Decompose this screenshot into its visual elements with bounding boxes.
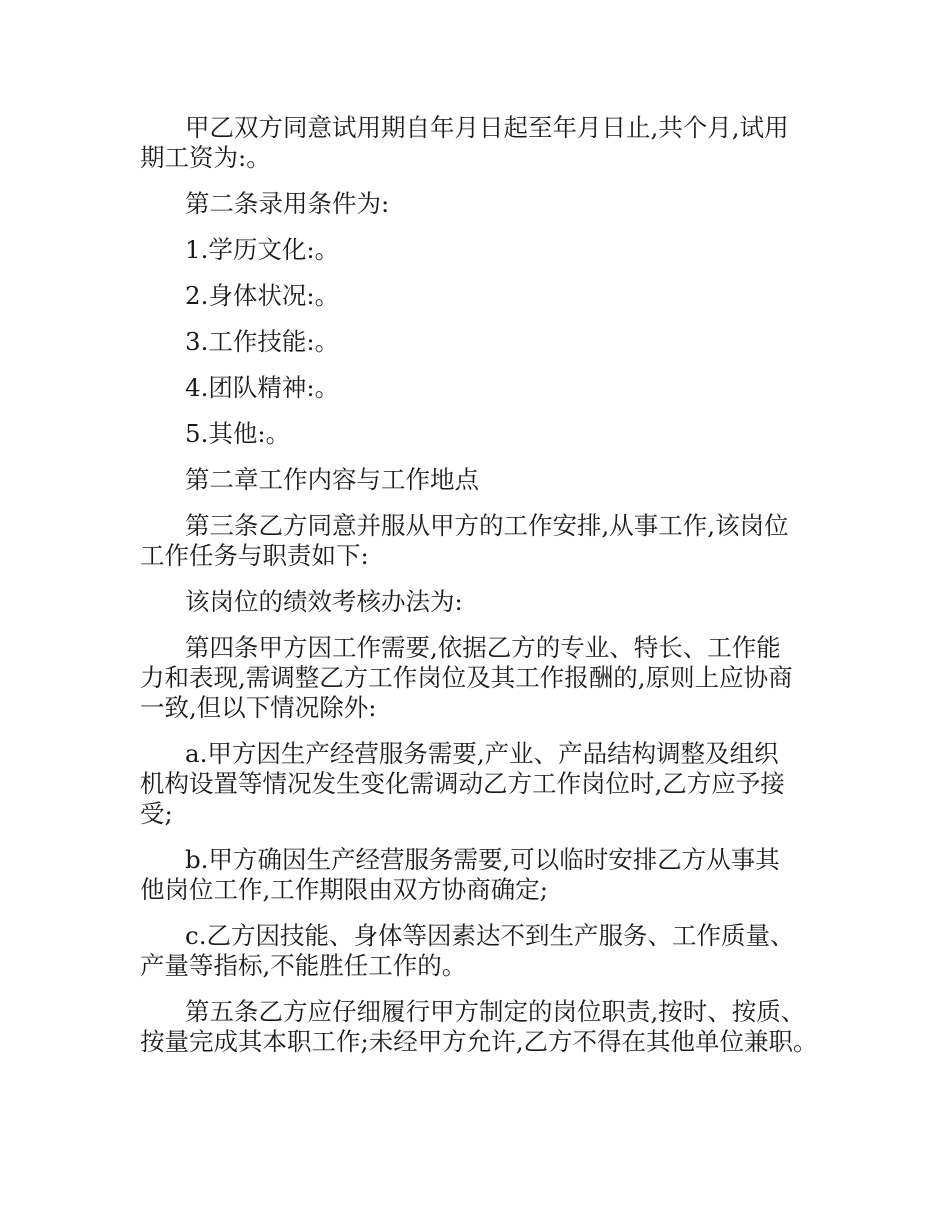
text-line: 2.身体状况:。 — [185, 281, 340, 310]
paragraph-condition-other — [140, 419, 830, 449]
text-line: 5.其他:。 — [185, 419, 291, 448]
paragraph-article-2-heading — [140, 189, 830, 219]
paragraph-probation-period — [140, 113, 830, 173]
text-line: 1.学历文化:。 — [185, 235, 340, 264]
text-line: 按量完成其本职工作;未经甲方允许,乙方不得在其他单位兼职。 — [140, 1027, 818, 1056]
text-line: 第三条乙方同意并服从甲方的工作安排,从事工作,该岗位 — [185, 511, 789, 540]
text-line: 第五条乙方应仔细履行甲方制定的岗位职责,按时、按质、 — [185, 997, 806, 1026]
text-line: 工作任务与职责如下: — [140, 541, 369, 570]
text-line: 力和表现,需调整乙方工作岗位及其工作报酬的,原则上应协商 — [140, 663, 793, 692]
paragraph-condition-health — [140, 281, 830, 311]
paragraph-article-4 — [140, 633, 830, 723]
text-line: 机构设置等情况发生变化需调动乙方工作岗位时,乙方应予接 — [140, 769, 785, 798]
paragraph-exception-b — [140, 845, 830, 905]
paragraph-exception-c — [140, 921, 830, 981]
text-line: 4.团队精神:。 — [185, 373, 340, 402]
paragraph-article-5 — [140, 997, 830, 1057]
document-page — [140, 113, 830, 1073]
text-line: 甲乙双方同意试用期自年月日起至年月日止,共个月,试用 — [185, 113, 789, 142]
text-line: 产量等指标,不能胜任工作的。 — [140, 951, 467, 980]
paragraph-condition-skills — [140, 327, 830, 357]
paragraph-article-3 — [140, 511, 830, 571]
text-line: c.乙方因技能、身体等因素达不到生产服务、工作质量、 — [185, 921, 795, 950]
text-line: 第二章工作内容与工作地点 — [185, 465, 479, 494]
paragraph-chapter-2-heading — [140, 465, 830, 495]
text-line: 受; — [140, 799, 173, 828]
text-line: 3.工作技能:。 — [185, 327, 340, 356]
text-line: 期工资为:。 — [140, 143, 271, 172]
text-line: 他岗位工作,工作期限由双方协商确定; — [140, 875, 549, 904]
text-line: 第二条录用条件为: — [185, 189, 390, 218]
text-line: 第四条甲方因工作需要,依据乙方的专业、特长、工作能 — [185, 633, 781, 662]
text-line: 该岗位的绩效考核办法为: — [185, 587, 463, 616]
text-line: a.甲方因生产经营服务需要,产业、产品结构调整及组织 — [185, 739, 779, 768]
text-line: 一致,但以下情况除外: — [140, 693, 377, 722]
paragraph-exception-a — [140, 739, 830, 829]
paragraph-condition-teamwork — [140, 373, 830, 403]
text-line: b.甲方确因生产经营服务需要,可以临时安排乙方从事其 — [185, 845, 780, 874]
paragraph-performance-assessment — [140, 587, 830, 617]
paragraph-condition-education — [140, 235, 830, 265]
